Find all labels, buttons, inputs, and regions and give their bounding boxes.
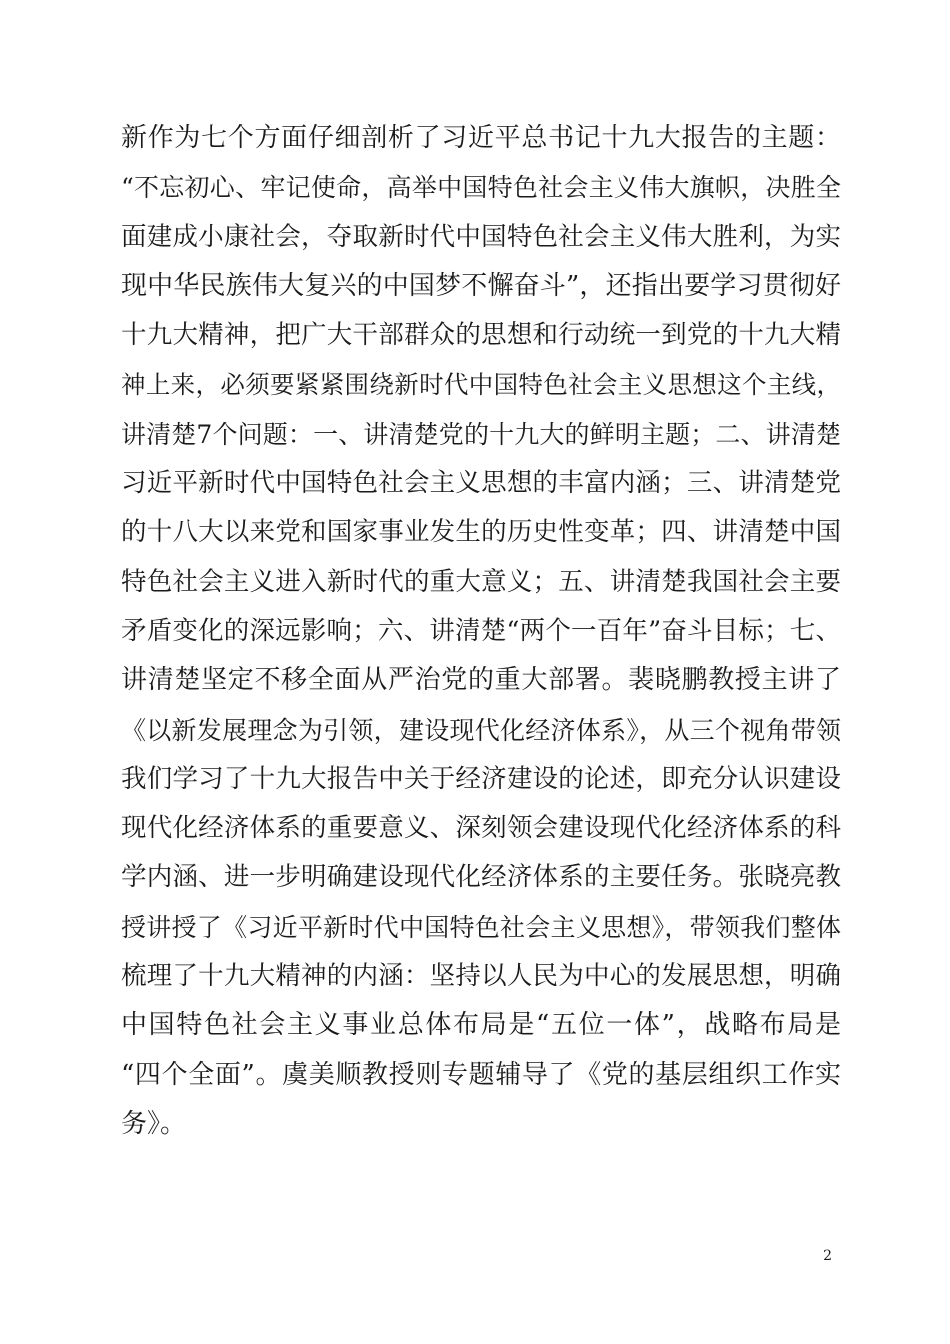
- text-line: 新作为七个方面仔细剖析了习近平总书记十九大报告的主题：: [121, 123, 841, 153]
- text-line: 面建成小康社会，夺取新时代中国特色社会主义伟大胜利，为实: [121, 221, 841, 252]
- text-line: 梳理了十九大精神的内涵：坚持以人民为中心的发展思想，明确: [121, 961, 841, 992]
- text-line: 现代化经济体系的重要意义、深刻领会建设现代化经济体系的科: [121, 813, 841, 844]
- text-line: “四个全面”。虞美顺教授则专题辅导了《党的基层组织工作实: [121, 1059, 841, 1090]
- text-line: 习近平新时代中国特色社会主义思想的丰富内涵；三、讲清楚党: [121, 468, 841, 499]
- body-paragraph: [121, 114, 841, 1149]
- text-line: 中国特色社会主义事业总体布局是“五位一体”，战略布局是: [121, 1010, 841, 1041]
- text-line: 特色社会主义进入新时代的重大意义；五、讲清楚我国社会主要: [121, 566, 841, 597]
- page-number: 2: [823, 1248, 832, 1264]
- text-line: 讲清楚7个问题：一、讲清楚党的十九大的鲜明主题；二、讲清楚: [121, 419, 841, 449]
- text-line: “不忘初心、牢记使命，高举中国特色社会主义伟大旗帜，决胜全: [121, 173, 841, 203]
- text-line: 十九大精神，把广大干部群众的思想和行动统一到党的十九大精: [121, 320, 841, 351]
- text-line: 务》。: [121, 1108, 187, 1139]
- text-line: 我们学习了十九大报告中关于经济建设的论述，即充分认识建设: [121, 763, 841, 794]
- text-line: 现中华民族伟大复兴的中国梦不懈奋斗”，还指出要学习贯彻好: [121, 270, 841, 301]
- text-line: 矛盾变化的深远影响；六、讲清楚“两个一百年”奋斗目标；七、: [121, 615, 841, 646]
- text-line: 学内涵、进一步明确建设现代化经济体系的主要任务。张晓亮教: [121, 862, 841, 893]
- text-line: 讲清楚坚定不移全面从严治党的重大部署。裴晓鹏教授主讲了: [121, 665, 841, 696]
- text-line: 《以新发展理念为引领，建设现代化经济体系》，从三个视角带领: [121, 715, 841, 745]
- text-line: 授讲授了《习近平新时代中国特色社会主义思想》，带领我们整体: [121, 912, 841, 942]
- text-line: 神上来，必须要紧紧围绕新时代中国特色社会主义思想这个主线，: [121, 370, 841, 400]
- text-line: 的十八大以来党和国家事业发生的历史性变革；四、讲清楚中国: [121, 517, 841, 548]
